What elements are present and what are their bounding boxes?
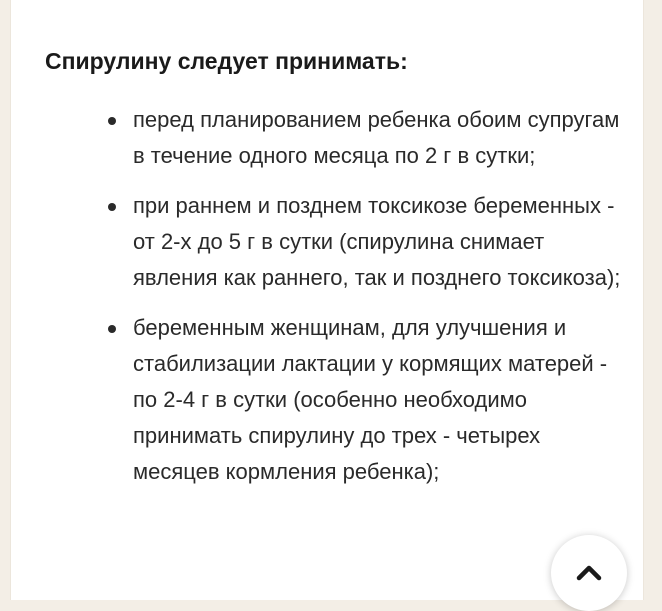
list-item: [11, 188, 643, 296]
list-item-text: беременным женщинам, для улучшения и стабилизации лактации у кормящих матерей - по 2-4 г в сутки (особенно необходимо принимать спирулину до трех - четырех месяцев кормления ребенка);: [133, 315, 608, 484]
list-item: [11, 102, 643, 174]
chevron-up-icon: [576, 563, 602, 583]
list-item-text: перед планированием ребенка обоим супругам в течение одного месяца по 2 г в сутки;: [133, 107, 620, 168]
bullet-icon: [108, 203, 116, 211]
section-heading: Спирулину следует принимать:: [45, 48, 408, 74]
article-card: [10, 0, 644, 600]
bullet-icon: [108, 117, 116, 125]
list-item-text: при раннем и позднем токсикозе беременных - от 2-х до 5 г в сутки (спирулина снимает явления как раннего, так и позднего токсикоза);: [133, 193, 621, 290]
bullet-list: [11, 102, 643, 504]
list-item: [11, 310, 643, 490]
bullet-icon: [108, 325, 116, 333]
